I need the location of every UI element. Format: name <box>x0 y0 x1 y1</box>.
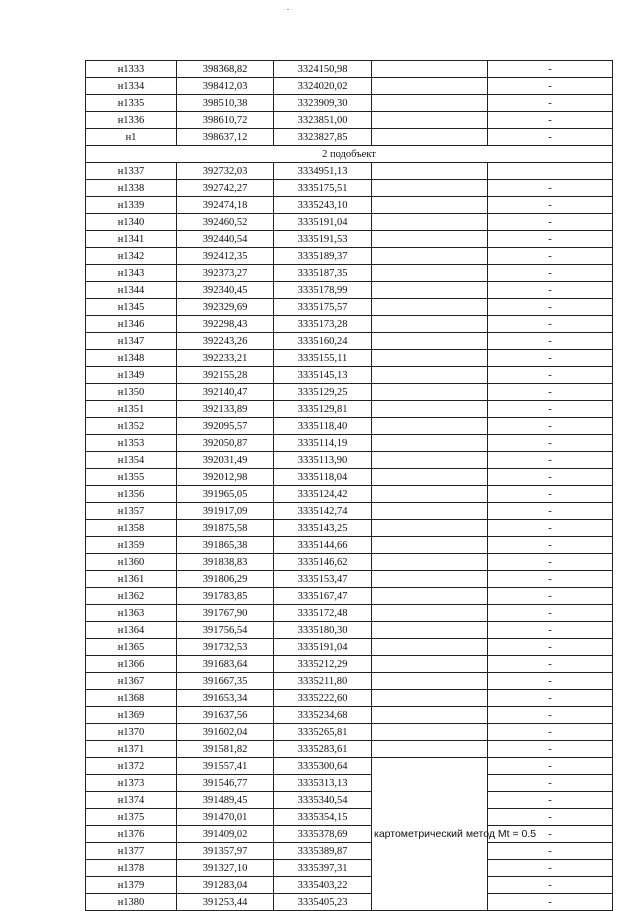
table-row <box>86 129 613 146</box>
table-row <box>86 758 613 775</box>
point-id-cell: н1355 <box>86 469 177 486</box>
table-row <box>86 860 613 877</box>
point-id-cell: н1367 <box>86 673 177 690</box>
accuracy-cell: - <box>488 435 613 452</box>
x-coordinate-cell: 392050,87 <box>177 435 274 452</box>
x-coordinate-cell: 391756,54 <box>177 622 274 639</box>
table-row <box>86 435 613 452</box>
y-coordinate-cell: 3335118,04 <box>274 469 372 486</box>
y-coordinate-cell: 3335189,37 <box>274 248 372 265</box>
y-coordinate-cell: 3335211,80 <box>274 673 372 690</box>
y-coordinate-cell: 3335143,25 <box>274 520 372 537</box>
method-cell <box>372 214 488 231</box>
method-cell <box>372 316 488 333</box>
accuracy-cell: - <box>488 129 613 146</box>
y-coordinate-cell: 3335222,60 <box>274 690 372 707</box>
table-row <box>86 401 613 418</box>
table-row <box>86 520 613 537</box>
accuracy-cell: - <box>488 95 613 112</box>
table-row <box>86 61 613 78</box>
point-id-cell: н1334 <box>86 78 177 95</box>
x-coordinate-cell: 392298,43 <box>177 316 274 333</box>
accuracy-cell: - <box>488 639 613 656</box>
point-id-cell: н1349 <box>86 367 177 384</box>
method-cell <box>372 571 488 588</box>
point-id-cell: н1380 <box>86 894 177 911</box>
table-row <box>86 282 613 299</box>
x-coordinate-cell: 391546,77 <box>177 775 274 792</box>
method-cell <box>372 537 488 554</box>
y-coordinate-cell: 3335403,22 <box>274 877 372 894</box>
y-coordinate-cell: 3335191,04 <box>274 214 372 231</box>
method-cell <box>372 350 488 367</box>
point-id-cell: н1342 <box>86 248 177 265</box>
x-coordinate-cell: 391917,09 <box>177 503 274 520</box>
point-id-cell: н1377 <box>86 843 177 860</box>
table-row <box>86 265 613 282</box>
y-coordinate-cell: 3335397,31 <box>274 860 372 877</box>
accuracy-cell: - <box>488 214 613 231</box>
x-coordinate-cell: 392329,69 <box>177 299 274 316</box>
x-coordinate-cell: 392474,18 <box>177 197 274 214</box>
x-coordinate-cell: 391767,90 <box>177 605 274 622</box>
x-coordinate-cell: 398510,38 <box>177 95 274 112</box>
x-coordinate-cell: 398637,12 <box>177 129 274 146</box>
x-coordinate-cell: 391253,44 <box>177 894 274 911</box>
x-coordinate-cell: 392732,03 <box>177 163 274 180</box>
table-row <box>86 792 613 809</box>
point-id-cell: н1372 <box>86 758 177 775</box>
y-coordinate-cell: 3324150,98 <box>274 61 372 78</box>
y-coordinate-cell: 3334951,13 <box>274 163 372 180</box>
method-cell <box>372 401 488 418</box>
method-cell <box>372 129 488 146</box>
table-row <box>86 503 613 520</box>
y-coordinate-cell: 3335129,25 <box>274 384 372 401</box>
table-row <box>86 605 613 622</box>
point-id-cell: н1361 <box>86 571 177 588</box>
x-coordinate-cell: 392412,35 <box>177 248 274 265</box>
y-coordinate-cell: 3323827,85 <box>274 129 372 146</box>
table-row <box>86 843 613 860</box>
y-coordinate-cell: 3335178,99 <box>274 282 372 299</box>
accuracy-cell: - <box>488 537 613 554</box>
point-id-cell: н1340 <box>86 214 177 231</box>
x-coordinate-cell: 391581,82 <box>177 741 274 758</box>
table-row <box>86 180 613 197</box>
method-cell <box>372 418 488 435</box>
accuracy-cell: - <box>488 469 613 486</box>
y-coordinate-cell: 3335180,30 <box>274 622 372 639</box>
point-id-cell: н1369 <box>86 707 177 724</box>
accuracy-cell: - <box>488 690 613 707</box>
y-coordinate-cell: 3335118,40 <box>274 418 372 435</box>
point-id-cell: н1335 <box>86 95 177 112</box>
x-coordinate-cell: 398412,03 <box>177 78 274 95</box>
point-id-cell: н1362 <box>86 588 177 605</box>
method-cell <box>372 520 488 537</box>
y-coordinate-cell: 3335113,90 <box>274 452 372 469</box>
y-coordinate-cell: 3323909,30 <box>274 95 372 112</box>
y-coordinate-cell: 3335153,47 <box>274 571 372 588</box>
table-row <box>86 197 613 214</box>
accuracy-cell: - <box>488 197 613 214</box>
subobject-label: 2 подобъект <box>86 146 613 163</box>
table-row <box>86 350 613 367</box>
x-coordinate-cell: 392095,57 <box>177 418 274 435</box>
x-coordinate-cell: 391653,34 <box>177 690 274 707</box>
y-coordinate-cell: 3335313,13 <box>274 775 372 792</box>
y-coordinate-cell: 3335172,48 <box>274 605 372 622</box>
method-cell <box>372 163 488 180</box>
y-coordinate-cell: 3335160,24 <box>274 333 372 350</box>
scan-speck <box>287 9 289 10</box>
table-row <box>86 656 613 673</box>
accuracy-cell: - <box>488 571 613 588</box>
x-coordinate-cell: 391965,05 <box>177 486 274 503</box>
point-id-cell: н1337 <box>86 163 177 180</box>
point-id-cell: н1376 <box>86 826 177 843</box>
point-id-cell: н1363 <box>86 605 177 622</box>
point-id-cell: н1371 <box>86 741 177 758</box>
method-cell <box>372 112 488 129</box>
x-coordinate-cell: 391806,29 <box>177 571 274 588</box>
y-coordinate-cell: 3335124,42 <box>274 486 372 503</box>
accuracy-cell: - <box>488 299 613 316</box>
method-cell <box>372 622 488 639</box>
accuracy-cell: - <box>488 622 613 639</box>
table-row <box>86 95 613 112</box>
table-row <box>86 112 613 129</box>
accuracy-cell: - <box>488 792 613 809</box>
accuracy-cell: - <box>488 316 613 333</box>
point-id-cell: н1345 <box>86 299 177 316</box>
point-id-cell: н1373 <box>86 775 177 792</box>
accuracy-cell: - <box>488 554 613 571</box>
table-row <box>86 673 613 690</box>
accuracy-cell: - <box>488 265 613 282</box>
accuracy-cell: - <box>488 452 613 469</box>
table-row <box>86 724 613 741</box>
table-row <box>86 316 613 333</box>
point-id-cell: н1333 <box>86 61 177 78</box>
method-cell <box>372 554 488 571</box>
method-cell <box>372 469 488 486</box>
method-cell <box>372 503 488 520</box>
point-id-cell: н1 <box>86 129 177 146</box>
point-id-cell: н1338 <box>86 180 177 197</box>
y-coordinate-cell: 3323851,00 <box>274 112 372 129</box>
accuracy-cell: - <box>488 724 613 741</box>
x-coordinate-cell: 392012,98 <box>177 469 274 486</box>
accuracy-cell: - <box>488 486 613 503</box>
method-cell <box>372 197 488 214</box>
method-cell <box>372 265 488 282</box>
accuracy-cell: - <box>488 605 613 622</box>
point-id-cell: н1351 <box>86 401 177 418</box>
y-coordinate-cell: 3335129,81 <box>274 401 372 418</box>
table-row <box>86 741 613 758</box>
accuracy-cell: - <box>488 384 613 401</box>
coordinates-table <box>85 60 613 911</box>
y-coordinate-cell: 3335173,28 <box>274 316 372 333</box>
accuracy-cell: - <box>488 112 613 129</box>
table-row <box>86 214 613 231</box>
y-coordinate-cell: 3335114,19 <box>274 435 372 452</box>
table-row <box>86 537 613 554</box>
x-coordinate-cell: 391602,04 <box>177 724 274 741</box>
x-coordinate-cell: 392155,28 <box>177 367 274 384</box>
accuracy-cell: - <box>488 843 613 860</box>
method-cell <box>372 435 488 452</box>
accuracy-cell: - <box>488 78 613 95</box>
accuracy-cell <box>488 163 613 180</box>
x-coordinate-cell: 392373,27 <box>177 265 274 282</box>
x-coordinate-cell: 392460,52 <box>177 214 274 231</box>
accuracy-cell: - <box>488 656 613 673</box>
coordinates-table-body <box>86 61 613 911</box>
method-cell <box>372 588 488 605</box>
table-row <box>86 231 613 248</box>
y-coordinate-cell: 3335155,11 <box>274 350 372 367</box>
accuracy-cell: - <box>488 673 613 690</box>
accuracy-cell: - <box>488 707 613 724</box>
point-id-cell: н1348 <box>86 350 177 367</box>
accuracy-cell: - <box>488 741 613 758</box>
method-cell <box>372 452 488 469</box>
point-id-cell: н1357 <box>86 503 177 520</box>
method-cell <box>372 656 488 673</box>
table-row <box>86 571 613 588</box>
table-row <box>86 486 613 503</box>
point-id-cell: н1339 <box>86 197 177 214</box>
method-cell <box>372 741 488 758</box>
point-id-cell: н1368 <box>86 690 177 707</box>
table-row <box>86 452 613 469</box>
accuracy-cell: - <box>488 61 613 78</box>
method-cell <box>372 61 488 78</box>
method-cell <box>372 299 488 316</box>
x-coordinate-cell: 392233,21 <box>177 350 274 367</box>
point-id-cell: н1360 <box>86 554 177 571</box>
x-coordinate-cell: 391489,45 <box>177 792 274 809</box>
accuracy-cell: - <box>488 367 613 384</box>
accuracy-cell: - <box>488 282 613 299</box>
table-row <box>86 384 613 401</box>
point-id-cell: н1347 <box>86 333 177 350</box>
table-row <box>86 588 613 605</box>
point-id-cell: н1352 <box>86 418 177 435</box>
method-cell <box>372 180 488 197</box>
accuracy-cell: - <box>488 418 613 435</box>
table-row <box>86 299 613 316</box>
method-cell <box>372 605 488 622</box>
point-id-cell: н1370 <box>86 724 177 741</box>
x-coordinate-cell: 391783,85 <box>177 588 274 605</box>
method-cell <box>372 707 488 724</box>
x-coordinate-cell: 391327,10 <box>177 860 274 877</box>
y-coordinate-cell: 3335283,61 <box>274 741 372 758</box>
point-id-cell: н1366 <box>86 656 177 673</box>
method-cell <box>372 282 488 299</box>
accuracy-cell: - <box>488 503 613 520</box>
accuracy-cell: - <box>488 333 613 350</box>
method-cell <box>372 95 488 112</box>
method-cell <box>372 639 488 656</box>
accuracy-cell: - <box>488 350 613 367</box>
method-cell <box>372 384 488 401</box>
y-coordinate-cell: 3335389,87 <box>274 843 372 860</box>
y-coordinate-cell: 3335405,23 <box>274 894 372 911</box>
y-coordinate-cell: 3335142,74 <box>274 503 372 520</box>
y-coordinate-cell: 3335191,53 <box>274 231 372 248</box>
table-row <box>86 333 613 350</box>
method-cell <box>372 486 488 503</box>
subobject-header-row <box>86 146 613 163</box>
point-id-cell: н1358 <box>86 520 177 537</box>
x-coordinate-cell: 392133,89 <box>177 401 274 418</box>
accuracy-cell: - <box>488 894 613 911</box>
accuracy-cell: - <box>488 248 613 265</box>
y-coordinate-cell: 3335243,10 <box>274 197 372 214</box>
table-row <box>86 622 613 639</box>
table-row <box>86 418 613 435</box>
table-row <box>86 367 613 384</box>
accuracy-cell: - <box>488 401 613 418</box>
table-row <box>86 775 613 792</box>
y-coordinate-cell: 3335265,81 <box>274 724 372 741</box>
x-coordinate-cell: 391732,53 <box>177 639 274 656</box>
y-coordinate-cell: 3335212,29 <box>274 656 372 673</box>
table-row <box>86 78 613 95</box>
table-row <box>86 554 613 571</box>
point-id-cell: н1344 <box>86 282 177 299</box>
x-coordinate-cell: 392243,26 <box>177 333 274 350</box>
point-id-cell: н1365 <box>86 639 177 656</box>
accuracy-cell: - <box>488 231 613 248</box>
table-row <box>86 809 613 826</box>
accuracy-cell: - <box>488 826 613 843</box>
point-id-cell: н1374 <box>86 792 177 809</box>
point-id-cell: н1356 <box>86 486 177 503</box>
x-coordinate-cell: 391283,04 <box>177 877 274 894</box>
point-id-cell: н1346 <box>86 316 177 333</box>
point-id-cell: н1375 <box>86 809 177 826</box>
y-coordinate-cell: 3335167,47 <box>274 588 372 605</box>
table-row <box>86 690 613 707</box>
x-coordinate-cell: 392031,49 <box>177 452 274 469</box>
x-coordinate-cell: 391683,64 <box>177 656 274 673</box>
point-id-cell: н1336 <box>86 112 177 129</box>
point-id-cell: н1364 <box>86 622 177 639</box>
y-coordinate-cell: 3335146,62 <box>274 554 372 571</box>
method-cell: картометрический метод Mt = 0.5 <box>372 758 488 911</box>
y-coordinate-cell: 3335175,51 <box>274 180 372 197</box>
y-coordinate-cell: 3335354,15 <box>274 809 372 826</box>
accuracy-cell: - <box>488 180 613 197</box>
table-row <box>86 707 613 724</box>
accuracy-cell: - <box>488 877 613 894</box>
point-id-cell: н1341 <box>86 231 177 248</box>
table-row <box>86 639 613 656</box>
x-coordinate-cell: 391409,02 <box>177 826 274 843</box>
table-row <box>86 877 613 894</box>
accuracy-cell: - <box>488 860 613 877</box>
method-cell <box>372 690 488 707</box>
x-coordinate-cell: 391865,38 <box>177 537 274 554</box>
y-coordinate-cell: 3335145,13 <box>274 367 372 384</box>
y-coordinate-cell: 3335187,35 <box>274 265 372 282</box>
method-cell <box>372 367 488 384</box>
y-coordinate-cell: 3335144,66 <box>274 537 372 554</box>
x-coordinate-cell: 391470,01 <box>177 809 274 826</box>
table-row <box>86 894 613 911</box>
y-coordinate-cell: 3335300,64 <box>274 758 372 775</box>
accuracy-cell: - <box>488 758 613 775</box>
point-id-cell: н1359 <box>86 537 177 554</box>
x-coordinate-cell: 391357,97 <box>177 843 274 860</box>
x-coordinate-cell: 392140,47 <box>177 384 274 401</box>
x-coordinate-cell: 392742,27 <box>177 180 274 197</box>
point-id-cell: н1343 <box>86 265 177 282</box>
point-id-cell: н1378 <box>86 860 177 877</box>
x-coordinate-cell: 398610,72 <box>177 112 274 129</box>
y-coordinate-cell: 3335378,69 <box>274 826 372 843</box>
x-coordinate-cell: 391557,41 <box>177 758 274 775</box>
method-cell <box>372 333 488 350</box>
x-coordinate-cell: 392340,45 <box>177 282 274 299</box>
y-coordinate-cell: 3335340,54 <box>274 792 372 809</box>
x-coordinate-cell: 392440,54 <box>177 231 274 248</box>
method-cell <box>372 248 488 265</box>
accuracy-cell: - <box>488 520 613 537</box>
accuracy-cell: - <box>488 775 613 792</box>
point-id-cell: н1379 <box>86 877 177 894</box>
table-row <box>86 469 613 486</box>
method-cell <box>372 724 488 741</box>
point-id-cell: н1354 <box>86 452 177 469</box>
y-coordinate-cell: 3335234,68 <box>274 707 372 724</box>
table-row <box>86 248 613 265</box>
method-cell <box>372 673 488 690</box>
y-coordinate-cell: 3335191,04 <box>274 639 372 656</box>
x-coordinate-cell: 398368,82 <box>177 61 274 78</box>
method-cell <box>372 231 488 248</box>
x-coordinate-cell: 391667,35 <box>177 673 274 690</box>
y-coordinate-cell: 3335175,57 <box>274 299 372 316</box>
x-coordinate-cell: 391838,83 <box>177 554 274 571</box>
x-coordinate-cell: 391875,58 <box>177 520 274 537</box>
x-coordinate-cell: 391637,56 <box>177 707 274 724</box>
y-coordinate-cell: 3324020,02 <box>274 78 372 95</box>
method-cell <box>372 78 488 95</box>
point-id-cell: н1350 <box>86 384 177 401</box>
point-id-cell: н1353 <box>86 435 177 452</box>
table-row <box>86 163 613 180</box>
accuracy-cell: - <box>488 588 613 605</box>
accuracy-cell: - <box>488 809 613 826</box>
